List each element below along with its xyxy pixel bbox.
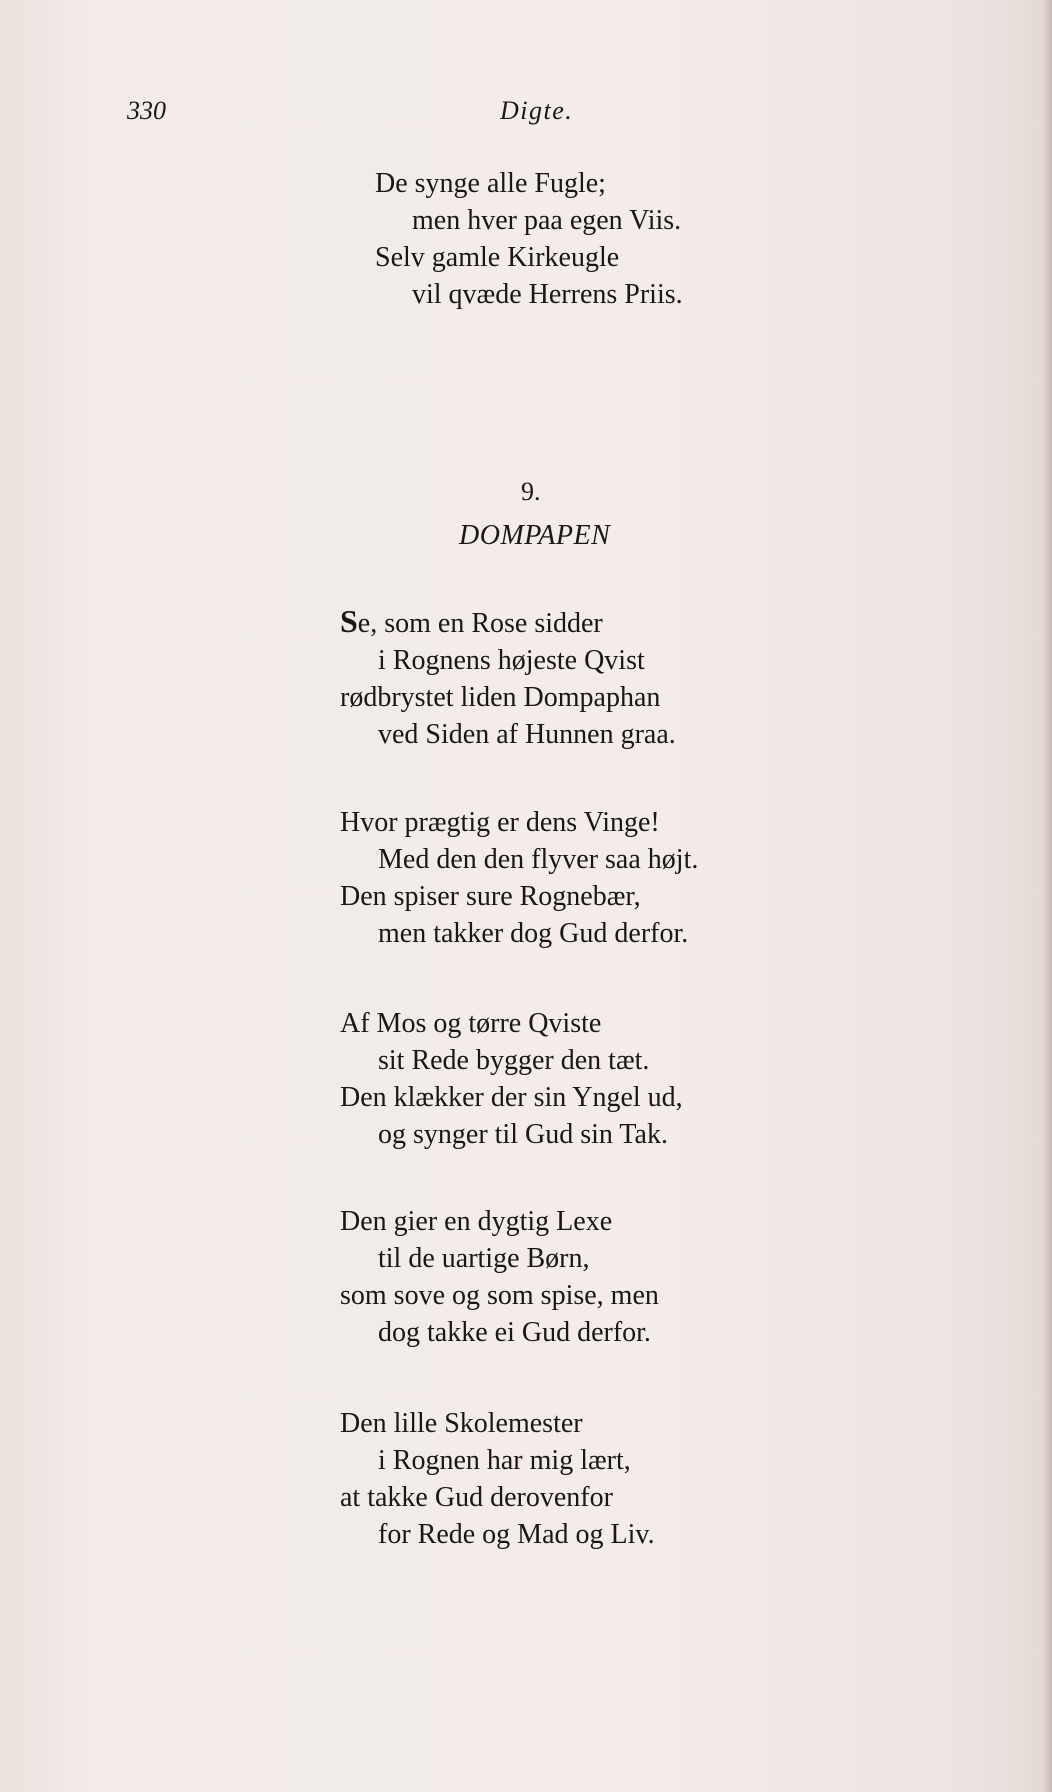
verse-line: Hvor prægtig er dens Vinge! <box>340 807 660 838</box>
running-head: Digte. <box>500 96 574 125</box>
verse-line: men hver paa egen Viis. <box>412 205 682 236</box>
stanza-2 <box>0 804 1052 952</box>
verse-line: men takker dog Gud derfor. <box>378 918 689 949</box>
verse-line: som sove og som spise, men <box>340 1280 659 1311</box>
verse-line: Den spiser sure Rognebær, <box>340 881 641 912</box>
verse-line: og synger til Gud sin Tak. <box>378 1119 668 1150</box>
verse-line: for Rede og Mad og Liv. <box>378 1519 655 1550</box>
verse-line: i Rognen har mig lært, <box>378 1445 631 1476</box>
verse-line: vil qvæde Herrens Priis. <box>412 279 683 310</box>
verse-line: dog takke ei Gud derfor. <box>378 1317 651 1348</box>
verse-line <box>0 603 1052 642</box>
stanza-5 <box>0 1405 1052 1553</box>
verse-line: De synge alle Fugle; <box>375 168 606 199</box>
stanza-3 <box>0 1005 1052 1153</box>
verse-line: rødbrystet liden Dompaphan <box>340 682 661 713</box>
section-number: 9. <box>521 477 541 506</box>
page-number: 330 <box>127 96 166 125</box>
verse-line: Med den den flyver saa højt. <box>378 844 699 875</box>
stanza-1 <box>0 603 1052 753</box>
verse-line: Selv gamle Kirkeugle <box>375 242 620 273</box>
section-title: DOMPAPEN <box>459 520 611 551</box>
drop-cap: S <box>340 603 358 639</box>
verse-line: sit Rede bygger den tæt. <box>378 1045 650 1076</box>
verse-line: Den gier en dygtig Lexe <box>340 1206 613 1237</box>
verse-line: Af Mos og tørre Qviste <box>340 1008 602 1039</box>
first-line-rest: e, som en Rose sidder <box>357 608 603 639</box>
verse-line: Den lille Skolemester <box>340 1408 583 1439</box>
page-header <box>0 96 1052 132</box>
verse-line: Den klækker der sin Yngel ud, <box>340 1082 683 1113</box>
verse-line: at takke Gud derovenfor <box>340 1482 613 1513</box>
verse-line: ved Siden af Hunnen graa. <box>378 719 676 750</box>
verse-line: til de uartige Børn, <box>378 1243 590 1274</box>
stanza-4 <box>0 1203 1052 1351</box>
intro-stanza <box>0 165 1052 313</box>
verse-line: i Rognens højeste Qvist <box>378 645 645 676</box>
